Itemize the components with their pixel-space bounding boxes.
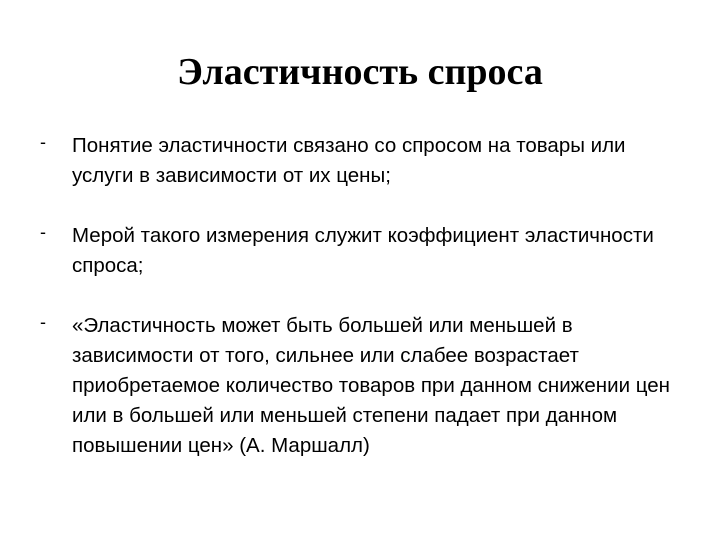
- bullet-item: [40, 131, 680, 191]
- bullet-text: «Эластичность может быть большей или меньшей в зависимости от того, сильнее или слабее возрастает приобретаемое количество товаров при данном снижении цен или в большей или меньшей степени падает при данном повышении цен» (А. Маршалл): [72, 314, 670, 457]
- bullet-item: [40, 311, 680, 461]
- bullet-item: [40, 221, 680, 281]
- slide-title: Эластичность спроса: [177, 51, 543, 93]
- bullet-marker: -: [40, 132, 46, 152]
- bullet-marker: -: [40, 312, 46, 332]
- bullet-marker: -: [40, 222, 46, 242]
- bullet-text: Понятие эластичности связано со спросом на товары или услуги в зависимости от их цены;: [72, 134, 626, 187]
- bullet-text: Мерой такого измерения служит коэффициент эластичности спроса;: [72, 224, 654, 277]
- bullet-list: [40, 131, 680, 461]
